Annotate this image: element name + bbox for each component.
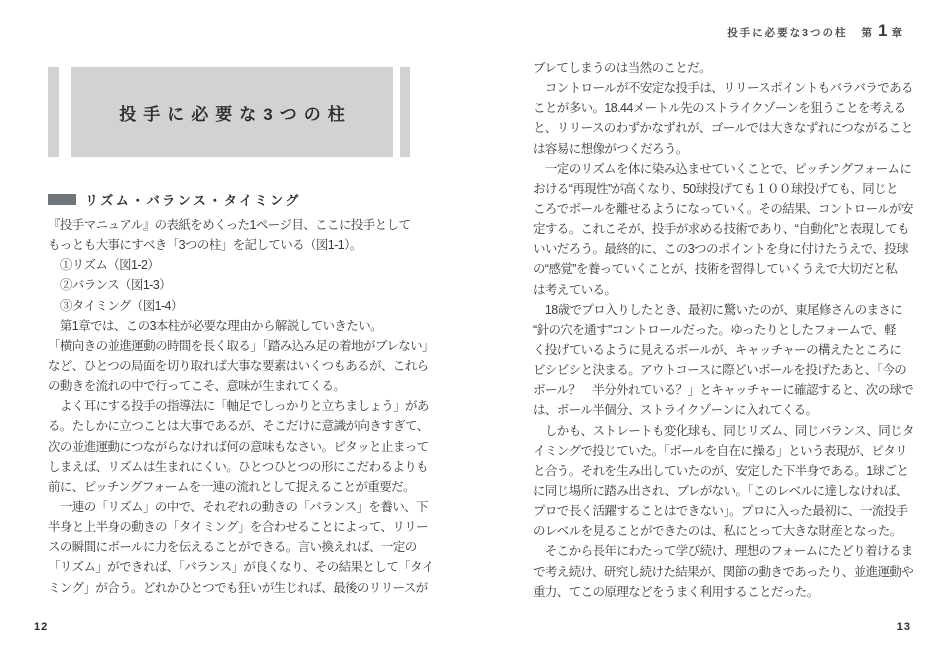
text-line: スの瞬間にボールに力を伝えることができる。言い換えれば、一定の: [48, 540, 417, 555]
text-line: コントロールが不安定な投手は、リリースポイントもバラバラである: [533, 81, 913, 96]
text-line: ①リズム（図1-2）: [48, 258, 160, 273]
text-line: る。たしかに立つことは大事であるが、そこだけに意識が向きすぎて、: [48, 419, 429, 434]
text-line: しかも、ストレートも変化球も、同じリズム、同じバランス、同じタ: [533, 423, 914, 438]
running-head: [727, 21, 904, 41]
text-line: ③タイミング（図1-4）: [48, 298, 183, 313]
text-line: しまえば、リズムは生まれにくい。ひとつひとつの形にこだわるよりも: [48, 459, 429, 474]
text-line: に同じ場所に踏み出され、ブレがない。「このレベルに達しなければ、: [533, 483, 908, 498]
text-line: など、ひとつの局面を切り取れば大事な要素はいくつもあるが、これら: [48, 358, 429, 373]
text-line: 「リズム」ができれば、「バランス」が良くなり、その結果として「タイ: [48, 560, 434, 575]
text-line: ことが多い。18.44メートル先のストライクゾーンを狙うことを考える: [533, 101, 906, 116]
text-line: で考え続け、研究し続けた結果が、関節の動きであったり、並進運動や: [533, 564, 914, 579]
text-line: ブレてしまうのは当然のことだ。: [533, 61, 712, 75]
text-line: の“感覚”を養っていくことが、技術を習得していくうえで大切だと私: [533, 262, 898, 277]
section-bullet-icon: [48, 194, 76, 205]
text-line: ビシビシと決まる。アウトコースに際どいボールを投げたあと、「今の: [533, 363, 907, 378]
running-head-title: 投手に必要な3つの柱: [727, 27, 848, 39]
text-line: と、リリースのわずかなずれが、ゴールでは大きなずれにつながること: [533, 121, 913, 136]
text-line: ころでボールを離せるようになっていく。その結果、コントロールが安: [533, 201, 913, 216]
text-line: ボール？ 半分外れている？」とキャッチャーに確認すると、次の球で: [533, 383, 914, 398]
text-line: 『投手マニュアル』の表紙をめくった1ページ目、ここに投手として: [48, 218, 411, 232]
title-accent-bar-left: [48, 67, 59, 157]
chapter-prefix: 第: [861, 27, 875, 39]
chapter-title-box: [71, 67, 393, 157]
text-line: 一定のリズムを体に染み込ませていくことで、ピッチングフォームに: [533, 161, 912, 176]
page-number-right: 13: [896, 621, 911, 633]
text-line: の動きを流れの中で行ってこそ、意味が生まれてくる。: [48, 379, 346, 394]
text-line: く投げているように見えるボールが、キャッチャーの構えたところに: [533, 342, 902, 357]
text-line: “針の穴を通す”コントロールだった。ゆったりとしたフォームで、軽: [533, 322, 896, 337]
text-line: 次の並進運動につながらなければ何の意味もなさい。ピタッと止まって: [48, 439, 429, 454]
section-title: リズム・バランス・タイミング: [85, 193, 301, 208]
text-line: ミング」が合う。どれかひとつでも狂いが生じれば、最後のリリースが: [48, 580, 428, 595]
text-line: 18歳でプロ入りしたとき、最初に驚いたのが、東尾修さんのまさに: [533, 302, 903, 317]
chapter-suffix: 章: [891, 27, 904, 39]
text-line: もっとも大事にすべき「3つの柱」を記している（図1-1）。: [48, 238, 362, 253]
left-page-body-text: [48, 215, 434, 598]
text-line: 第1章では、この3本柱が必要な理由から解説していきたい。: [48, 318, 383, 333]
text-line: おける“再現性”が高くなり、50球投げても１００球投げても、同じと: [533, 181, 898, 196]
text-line: 一連の「リズム」の中で、それぞれの動きの「バランス」を養い、下: [48, 499, 428, 514]
text-line: いいだろう。最終的に、この3つのポイントを身に付けたうえで、投球: [533, 242, 909, 257]
text-line: 「横向きの並進運動の時間を長く取る」「踏み込み足の着地がブレない」: [48, 338, 434, 353]
chapter-title: 投手に必要な3つの柱: [119, 104, 352, 124]
right-page-body-text: [533, 58, 914, 602]
text-line: 半身と上半身の動きの「タイミング」を合わせることによって、リリー: [48, 520, 429, 535]
section-heading: [48, 190, 301, 209]
text-line: 定する。これこそが、投手が求める技術であり、“自動化”と表現しても: [533, 222, 910, 237]
text-line: イミングで投じていた。「ボールを自在に操る」という表現が、ピタリ: [533, 443, 908, 458]
text-line: 重力、てこの原理などをうまく利用することだった。: [533, 584, 819, 599]
title-accent-bar-right: [400, 67, 410, 157]
text-line: のレベルを見ることができたのは、私にとって大きな財産となった。: [533, 524, 902, 539]
text-line: ②バランス（図1-3）: [48, 278, 171, 293]
text-line: は考えている。: [533, 282, 617, 297]
chapter-number: 1: [878, 21, 888, 40]
text-line: は、ボール半個分、ストライクゾーンに入れてくる。: [533, 403, 818, 418]
text-line: よく耳にする投手の指導法に「軸足でしっかりと立ちましょう」があ: [48, 399, 429, 414]
text-line: と合う。それを生み出していたのが、安定した下半身である。1球ごと: [533, 463, 909, 478]
text-line: そこから長年にわたって学び続け、理想のフォームにたどり着けるま: [533, 544, 913, 559]
text-line: プロで長く活躍することはできない」。プロに入った最初に、一流投手: [533, 504, 908, 519]
page-number-left: 12: [34, 621, 49, 633]
text-line: 前に、ピッチングフォームを一連の流れとして捉えることが重要だ。: [48, 479, 415, 494]
text-line: は容易に想像がつくだろう。: [533, 141, 688, 156]
